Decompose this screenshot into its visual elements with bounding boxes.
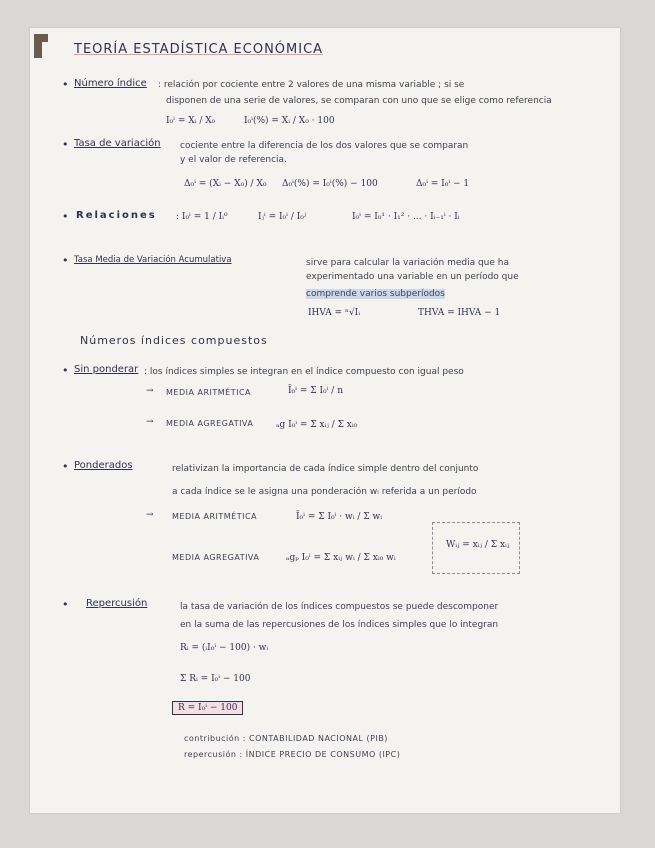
- arrow: →: [146, 510, 154, 520]
- numero-indice-term: Número índice: [74, 78, 147, 89]
- tasa-media-formula-2: THVA = IHVA − 1: [418, 308, 501, 318]
- bullet: •: [62, 78, 69, 91]
- sin-ponderar-text: : los índices simples se integran en el índice compuesto con igual peso: [144, 367, 464, 377]
- tasa-variacion-formula-3: Δ₀ⁱ = I₀ⁱ − 1: [416, 179, 470, 189]
- repercusion-line2: en la suma de las repercusiones de los índices simples que lo integran: [180, 620, 499, 630]
- bullet: •: [62, 598, 69, 611]
- page-title: TEORÍA ESTADÍSTICA ECONÓMICA: [74, 42, 324, 57]
- bullet: •: [62, 210, 69, 223]
- tasa-media-term: Tasa Media de Variación Acumulativa: [74, 255, 232, 265]
- ponderados-media-agregativa: MEDIA AGREGATIVA: [172, 553, 260, 562]
- tasa-media-line1: sirve para calcular la variación media que ha: [306, 258, 509, 268]
- sin-ponderar-media-aritmetica: MEDIA ARITMÉTICA: [166, 388, 252, 397]
- tasa-media-formula-1: IHVA = ⁿ√Iᵢ: [308, 308, 361, 318]
- repercusion-formula-2: Σ Rᵢ = I₀ⁱ − 100: [180, 674, 251, 684]
- relaciones-formula-3: I₀ⁱ = I₀¹ · I₁² · ... · Iᵢ₋₁ⁱ · Iᵢ: [352, 212, 460, 222]
- tasa-variacion-formula-1: Δ₀ⁱ = (Xᵢ − X₀) / X₀: [184, 179, 267, 189]
- sin-ponderar-media-aritmetica-formula: Ī₀ⁱ = Σ I₀ⁱ / n: [288, 386, 343, 396]
- numero-indice-line2: disponen de una serie de valores, se comparan con uno que se elige como referencia: [166, 96, 552, 106]
- arrow: →: [146, 386, 154, 396]
- repercusion-term: Repercusión: [86, 598, 148, 609]
- sin-ponderar-media-agregativa-formula: ₐg I₀ⁱ = Σ xᵢⱼ / Σ xᵢ₀: [276, 420, 358, 430]
- repercusion-line1: la tasa de variación de los índices compuestos se puede descomponer: [180, 602, 499, 612]
- section-subtitle: Números índices compuestos: [80, 334, 268, 347]
- weight-formula: Wᵢⱼ = xᵢⱼ / Σ xᵢⱼ: [446, 540, 510, 550]
- bullet: •: [62, 364, 69, 377]
- tasa-variacion-line1: cociente entre la diferencia de los dos valores que se comparan: [180, 141, 469, 151]
- ponderados-media-agregativa-formula: ₐgₚ I₀ⁱ = Σ xᵢⱼ wᵢ / Σ xᵢ₀ wᵢ: [286, 553, 396, 563]
- ponderados-line1: relativizan la importancia de cada índice simple dentro del conjunto: [172, 464, 479, 474]
- relaciones-formula-2: Iⱼⁱ = I₀ⁱ / I₀ʲ: [258, 212, 307, 222]
- ponderados-media-aritmetica-formula: Ī₀ⁱ = Σ I₀ⁱ · wᵢ / Σ wᵢ: [296, 512, 383, 522]
- ponderados-line2: a cada índice se le asigna una ponderación wᵢ referida a un período: [172, 487, 477, 497]
- repercusion-example: repercusión : ÍNDICE PRECIO DE CONSUMO (IPC): [184, 750, 401, 759]
- relaciones-term: Relaciones: [76, 210, 157, 221]
- tasa-variacion-formula-2: Δ₀ⁱ(%) = I₀ⁱ(%) − 100: [282, 179, 378, 189]
- tasa-media-line2: experimentado una variable en un período que: [306, 272, 519, 282]
- repercusion-formula-boxed: R = I₀ⁱ − 100: [172, 701, 243, 715]
- tasa-variacion-term: Tasa de variación: [74, 138, 161, 149]
- contribucion-example: contribución : CONTABILIDAD NACIONAL (PIB): [184, 734, 388, 743]
- page-corner-mark: [34, 34, 48, 58]
- sin-ponderar-media-agregativa: MEDIA AGREGATIVA: [166, 419, 254, 428]
- repercusion-formula-1: Rᵢ = (ᵢI₀ⁱ − 100) · wᵢ: [180, 643, 269, 653]
- bullet: •: [62, 460, 69, 473]
- ponderados-media-aritmetica: MEDIA ARITMÉTICA: [172, 512, 258, 521]
- bullet: •: [62, 138, 69, 151]
- bullet: •: [62, 254, 69, 267]
- numero-indice-formula-1: I₀ⁱ = Xᵢ / X₀: [166, 116, 216, 126]
- ponderados-term: Ponderados: [74, 460, 133, 471]
- tasa-media-line3: comprende varios subperíodos: [306, 289, 445, 299]
- numero-indice-formula-2: I₀ⁱ(%) = Xᵢ / X₀ · 100: [244, 116, 335, 126]
- tasa-variacion-line2: y el valor de referencia.: [180, 155, 287, 165]
- arrow: →: [146, 417, 154, 427]
- numero-indice-line1: : relación por cociente entre 2 valores de una misma variable ; si se: [158, 80, 465, 90]
- relaciones-formula-1: : I₀ⁱ = 1 / Iᵢ⁰: [176, 212, 228, 222]
- sin-ponderar-term: Sin ponderar: [74, 364, 139, 375]
